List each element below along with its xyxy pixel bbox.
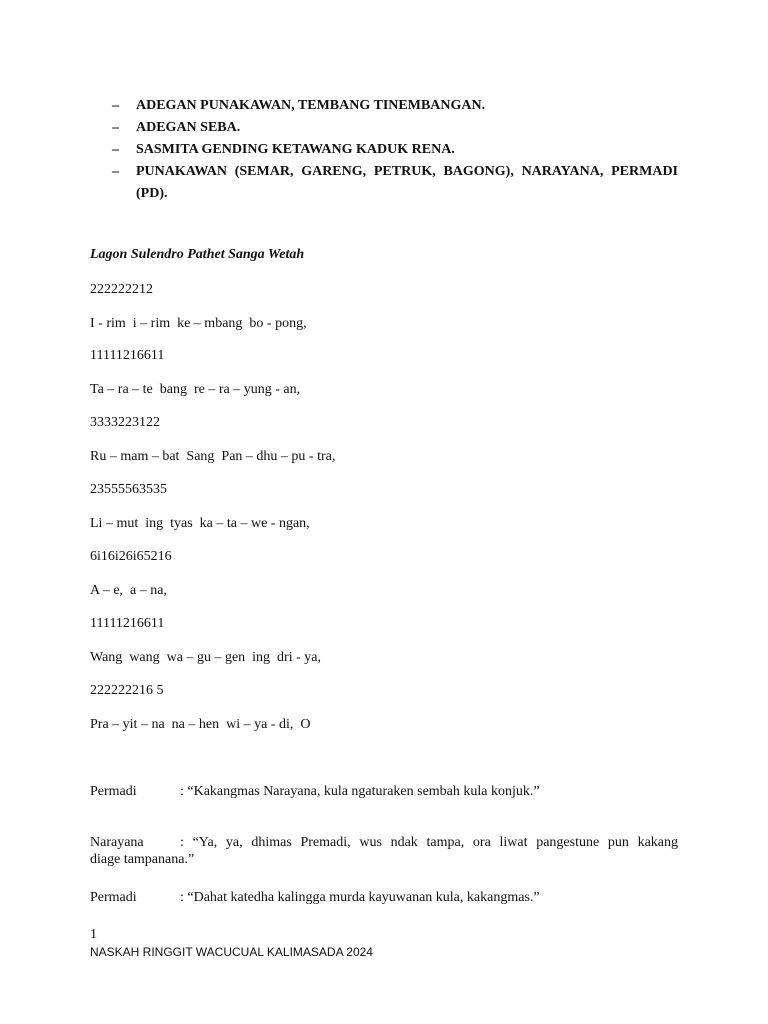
speaker-name: Permadi	[90, 784, 137, 799]
notation-line: 11111216611	[90, 348, 165, 363]
dialogue-entry	[90, 889, 678, 906]
lyric-line: Ta – ra – te bang re – ra – yung - an,	[90, 382, 301, 397]
speech-text: : “Ya, ya, dhimas Premadi, wus ndak tampa, ora liwat pangestune pun kakang	[180, 835, 678, 850]
list-item-text: PUNAKAWAN (SEMAR, GARENG, PETRUK, BAGONG), NARAYANA, PERMADI (PD).	[136, 164, 678, 201]
speaker-name: Permadi	[90, 890, 137, 905]
lyric-line: A – e, a – na,	[90, 583, 167, 598]
list-item	[90, 95, 678, 117]
lyric-line: I - rim i – rim ke – mbang bo - pong,	[90, 316, 307, 331]
scene-list	[90, 95, 678, 205]
notation-line: 222222212	[90, 282, 153, 297]
list-item	[90, 117, 678, 139]
notation-line: 11111216611	[90, 616, 165, 631]
speech-text: : “Dahat katedha kalingga murda kayuwanan kula, kakangmas.”	[180, 890, 540, 905]
notation-line: 3333223122	[90, 415, 160, 430]
lyric-line: Pra – yit – na na – hen wi – ya - di, O	[90, 717, 311, 732]
list-item-text: ADEGAN SEBA.	[136, 120, 241, 135]
bullet-dash: –	[112, 164, 119, 179]
bullet-dash: –	[112, 120, 119, 135]
song-title: Lagon Sulendro Pathet Sanga Wetah	[90, 247, 305, 262]
bullet-dash: –	[112, 142, 119, 157]
page-footer: NASKAH RINGGIT WACUCUAL KALIMASADA 2024	[90, 945, 373, 959]
notation-line: 6i16i26i65216	[90, 549, 172, 564]
speech-continuation: diage tampanana.”	[90, 852, 195, 867]
list-item-text: SASMITA GENDING KETAWANG KADUK RENA.	[136, 142, 455, 157]
list-item	[90, 161, 678, 205]
notation-line: 222222216 5	[90, 683, 164, 698]
notation-line: 23555563535	[90, 482, 167, 497]
list-item	[90, 139, 678, 161]
lyric-line: Ru – mam – bat Sang Pan – dhu – pu - tra,	[90, 449, 336, 464]
dialogue-entry	[90, 783, 678, 800]
lyric-line: Li – mut ing tyas ka – ta – we - ngan,	[90, 516, 310, 531]
speech-text: : “Kakangmas Narayana, kula ngaturaken sembah kula konjuk.”	[180, 784, 540, 799]
speaker-name: Narayana	[90, 835, 144, 850]
bullet-dash: –	[112, 98, 119, 113]
list-item-text: ADEGAN PUNAKAWAN, TEMBANG TINEMBANGAN.	[136, 98, 486, 113]
dialogue-entry	[90, 834, 678, 868]
lyric-line: Wang wang wa – gu – gen ing dri - ya,	[90, 650, 321, 665]
page-number: 1	[90, 927, 97, 942]
